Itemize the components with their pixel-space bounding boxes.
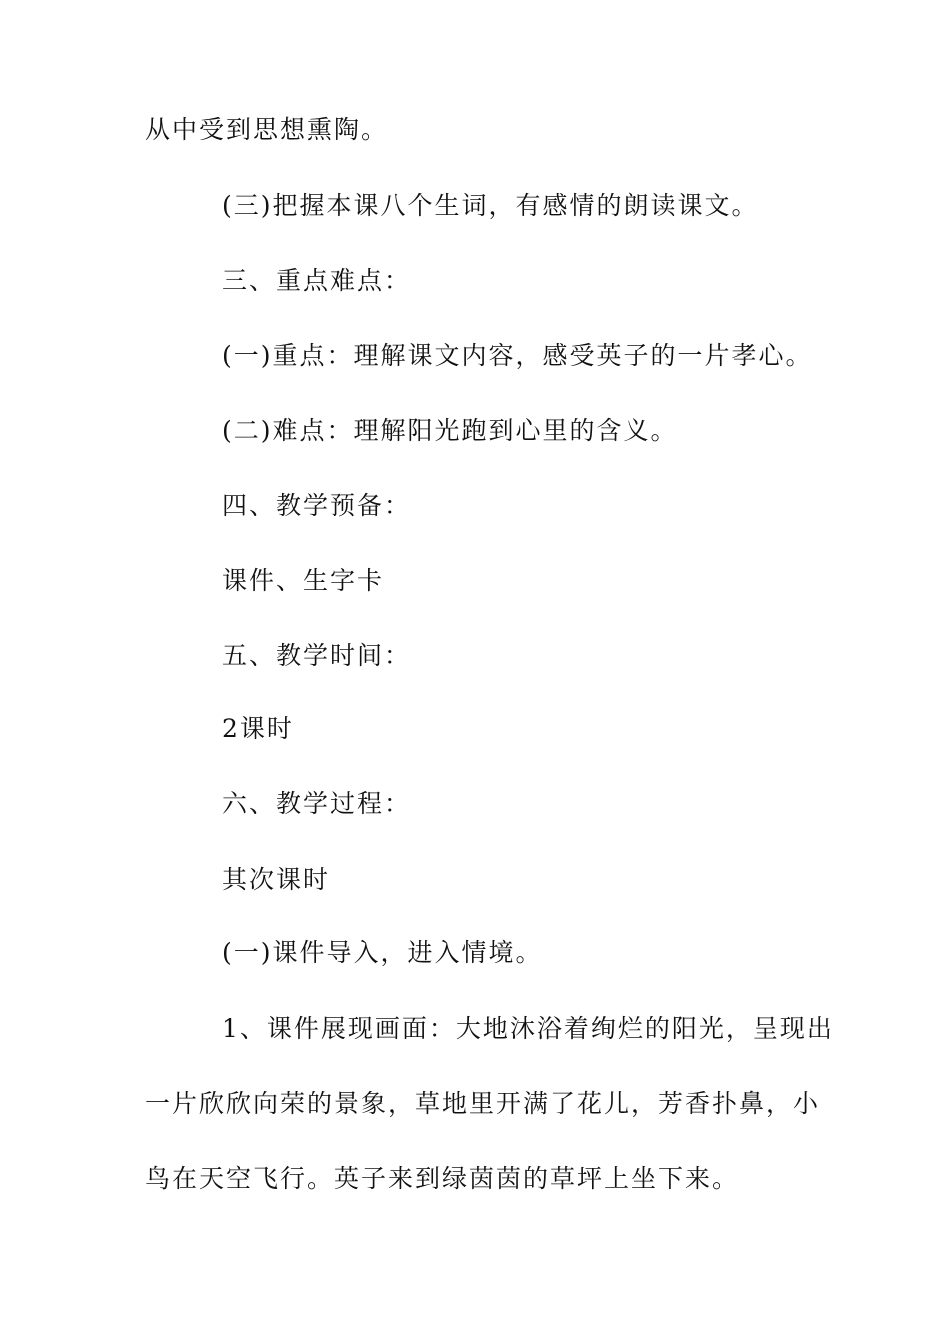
paragraph-line: 1、课件展现画面：大地沐浴着绚烂的阳光，呈现出: [222, 1014, 834, 1043]
paragraph-line: (一)课件导入，进入情境。: [222, 938, 543, 967]
paragraph-line: 一片欣欣向荣的景象，草地里开满了花儿，芳香扑鼻，小: [145, 1089, 821, 1118]
section-heading: 三、重点难点：: [222, 266, 412, 295]
paragraph-line: (三)把握本课八个生词，有感情的朗读课文。: [222, 191, 759, 220]
section-heading: 六、教学过程：: [222, 789, 412, 818]
paragraph-line: (二)难点：理解阳光跑到心里的含义。: [222, 416, 678, 445]
paragraph-line: 从中受到思想熏陶。: [145, 115, 389, 144]
paragraph-line: 课件、生字卡: [222, 566, 385, 595]
section-heading: 五、教学时间：: [222, 641, 412, 670]
paragraph-line: 鸟在天空飞行。英子来到绿茵茵的草坪上坐下来。: [145, 1164, 740, 1193]
paragraph-line: 其次课时: [222, 865, 331, 894]
paragraph-line: 2课时: [222, 714, 294, 743]
paragraph-line: (一)重点：理解课文内容，感受英子的一片孝心。: [222, 341, 813, 370]
section-heading: 四、教学预备：: [222, 491, 412, 520]
